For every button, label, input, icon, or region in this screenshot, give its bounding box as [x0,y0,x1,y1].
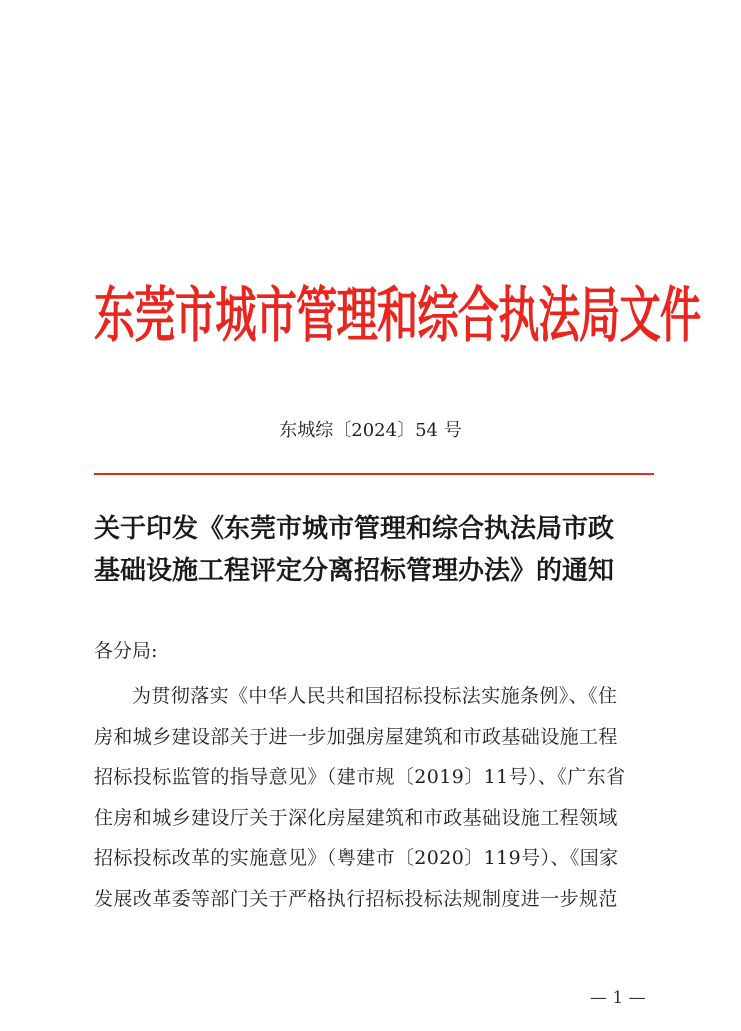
body-line-6: 发展改革委等部门关于严格执行招标投标法规制度进一步规范 [94,887,618,910]
body-line-3: 招标投标监管的指导意见》（建市规〔2019〕11号）、《广东省 [94,766,626,788]
document-title [94,508,654,592]
recipient-line: 各分局: [94,640,158,662]
page-number: — 1 — [590,988,646,1008]
issuing-authority-header: 东莞市城市管理和综合执法局文件 [94,281,701,351]
body-line-4: 住房和城乡建设厅关于深化房屋建筑和市政基础设施工程领域 [94,806,618,829]
red-divider-line [94,473,654,475]
document-title-line-2: 基础设施工程评定分离招标管理办法》的通知 [94,556,615,586]
body-paragraph [94,676,660,919]
body-line-2: 房和城乡建设部关于进一步加强房屋建筑和市政基础设施工程 [94,725,618,748]
document-number: 东城综〔2024〕54 号 [279,420,462,441]
body-line-1: 为贯彻落实《中华人民共和国招标投标法实施条例》、《住 [132,685,618,707]
body-line-5: 招标投标改革的实施意见》（粤建市〔2020〕119号）、《国家 [94,847,619,869]
document-title-line-1: 关于印发《东莞市城市管理和综合执法局市政 [94,514,615,544]
